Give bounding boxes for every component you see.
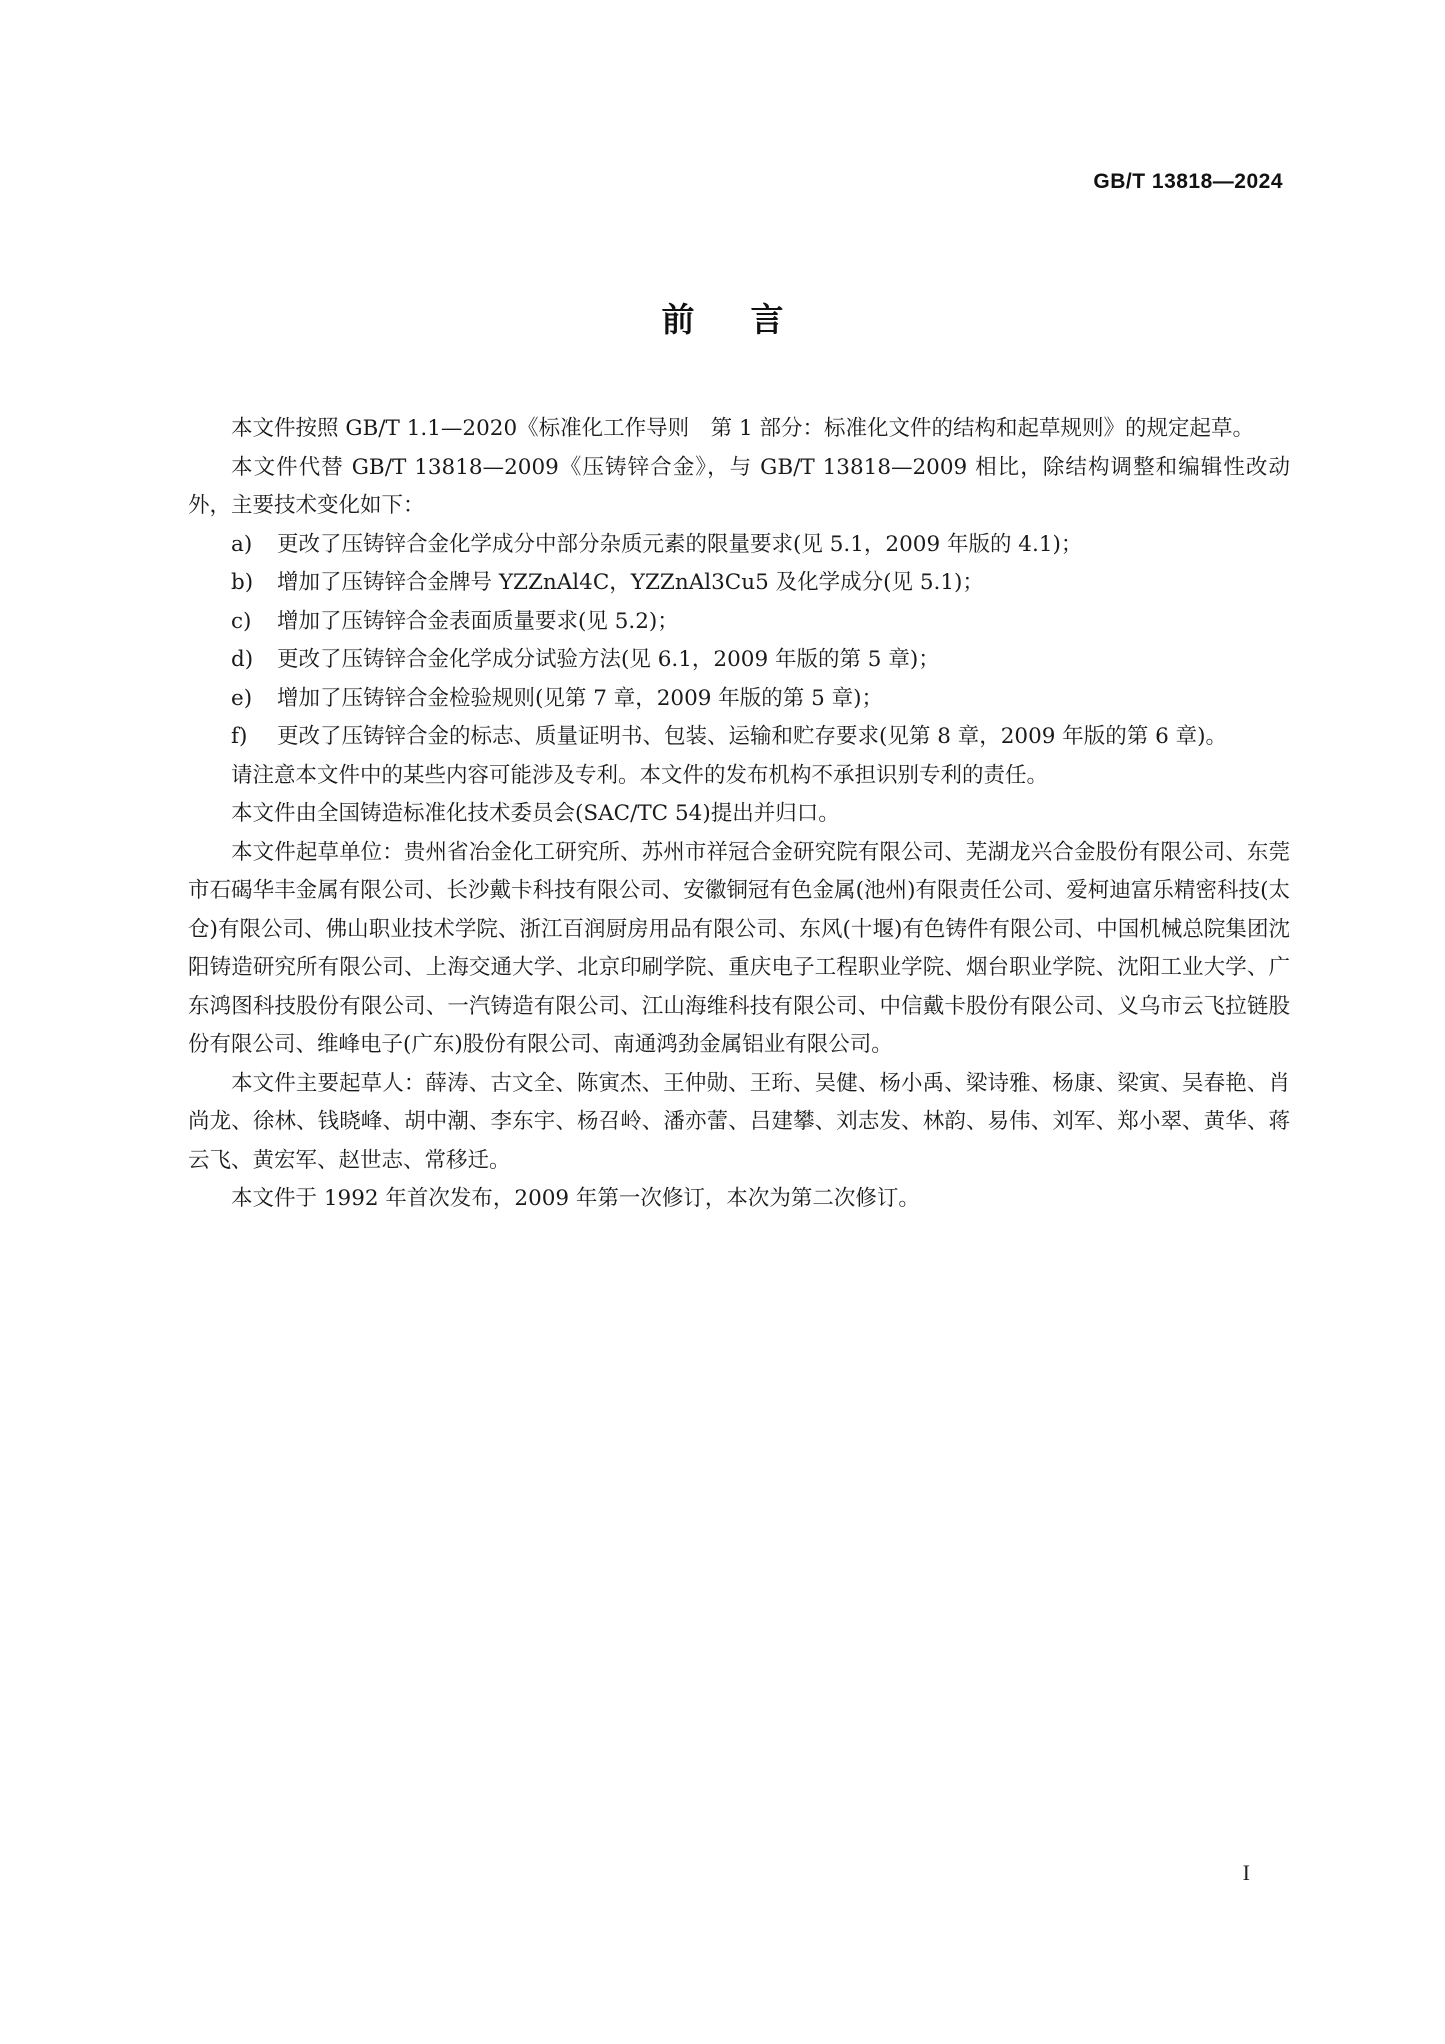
- paragraph-replaces: 本文件代替 GB/T 13818—2009《压铸锌合金》，与 GB/T 13818—2009 相比，除结构调整和编辑性改动外，主要技术变化如下：: [188, 454, 1290, 518]
- list-item-text: 增加了压铸锌合金检验规则(见第 7 章，2009 年版的第 5 章)；: [277, 685, 884, 711]
- list-item-text: 更改了压铸锌合金的标志、质量证明书、包装、运输和贮存要求(见第 8 章，2009 年版的第 6 章)。: [277, 724, 1228, 749]
- list-item-text: 增加了压铸锌合金表面质量要求(见 5.2)；: [277, 608, 679, 634]
- page-title: 前言: [661, 300, 840, 339]
- list-marker: e): [231, 685, 253, 711]
- list-marker: a): [231, 531, 253, 557]
- document-number: GB/T 13818—2024: [1093, 170, 1283, 193]
- list-item-text: 更改了压铸锌合金化学成分试验方法(见 6.1，2009 年版的第 5 章)；: [277, 647, 940, 672]
- preface-body: [188, 410, 1290, 1219]
- list-item: [188, 526, 1290, 565]
- paragraph-drafting-rules: 本文件按照 GB/T 1.1—2020《标准化工作导则 第 1 部分：标准化文件的结构和起草规则》的规定起草。: [231, 416, 1254, 441]
- list-item: [188, 603, 1290, 642]
- list-item: [188, 680, 1290, 719]
- list-item-text: 增加了压铸锌合金牌号 YZZnAl4C，YZZnAl3Cu5 及化学成分(见 5.1)；: [277, 570, 984, 595]
- page-number: I: [1242, 1860, 1250, 1885]
- list-item-text: 更改了压铸锌合金化学成分中部分杂质元素的限量要求(见 5.1，2009 年版的 4.1)；: [277, 531, 1083, 557]
- list-marker: d): [231, 647, 254, 672]
- list-item: [188, 718, 1290, 757]
- list-item: [188, 641, 1290, 680]
- list-marker: f): [231, 724, 248, 749]
- paragraph-drafting-units: 本文件起草单位：贵州省冶金化工研究所、苏州市祥冠合金研究院有限公司、芜湖龙兴合金股份有限公司、东莞市石碣华丰金属有限公司、长沙戴卡科技有限公司、安徽铜冠有色金属(池州)有限责任公司、爱柯迪富乐精密科技(太仓)有限公司、佛山职业技术学院、浙江百润厨房用品有限公司、东风(十堰)有色铸件有限公司、中国机械总院集团沈阳铸造研究所有限公司、上海交通大学、北京印刷学院、重庆电子工程职业学院、烟台职业学院、沈阳工业大学、广东鸿图科技股份有限公司、一汽铸造有限公司、江山海维科技有限公司、中信戴卡股份有限公司、义乌市云飞拉链股份有限公司、维峰电子(广东)股份有限公司、南通鸿劲金属铝业有限公司。: [188, 839, 1290, 1057]
- list-marker: b): [231, 570, 254, 595]
- list-marker: c): [231, 608, 252, 634]
- paragraph-history: 本文件于 1992 年首次发布，2009 年第一次修订，本次为第二次修订。: [231, 1186, 920, 1211]
- paragraph-patent-notice: 请注意本文件中的某些内容可能涉及专利。本文件的发布机构不承担识别专利的责任。: [231, 762, 1049, 788]
- paragraph-proposer: 本文件由全国铸造标准化技术委员会(SAC/TC 54)提出并归口。: [231, 801, 840, 826]
- paragraph-drafters: 本文件主要起草人：薛涛、古文全、陈寅杰、王仲勋、王珩、吴健、杨小禹、梁诗雅、杨康、梁寅、吴春艳、肖尚龙、徐林、钱晓峰、胡中潮、李东宇、杨召岭、潘亦蕾、吕建攀、刘志发、林韵、易伟、刘军、郑小翠、黄华、蒋云飞、黄宏军、赵世志、常移迁。: [188, 1070, 1290, 1173]
- list-item: [188, 564, 1290, 603]
